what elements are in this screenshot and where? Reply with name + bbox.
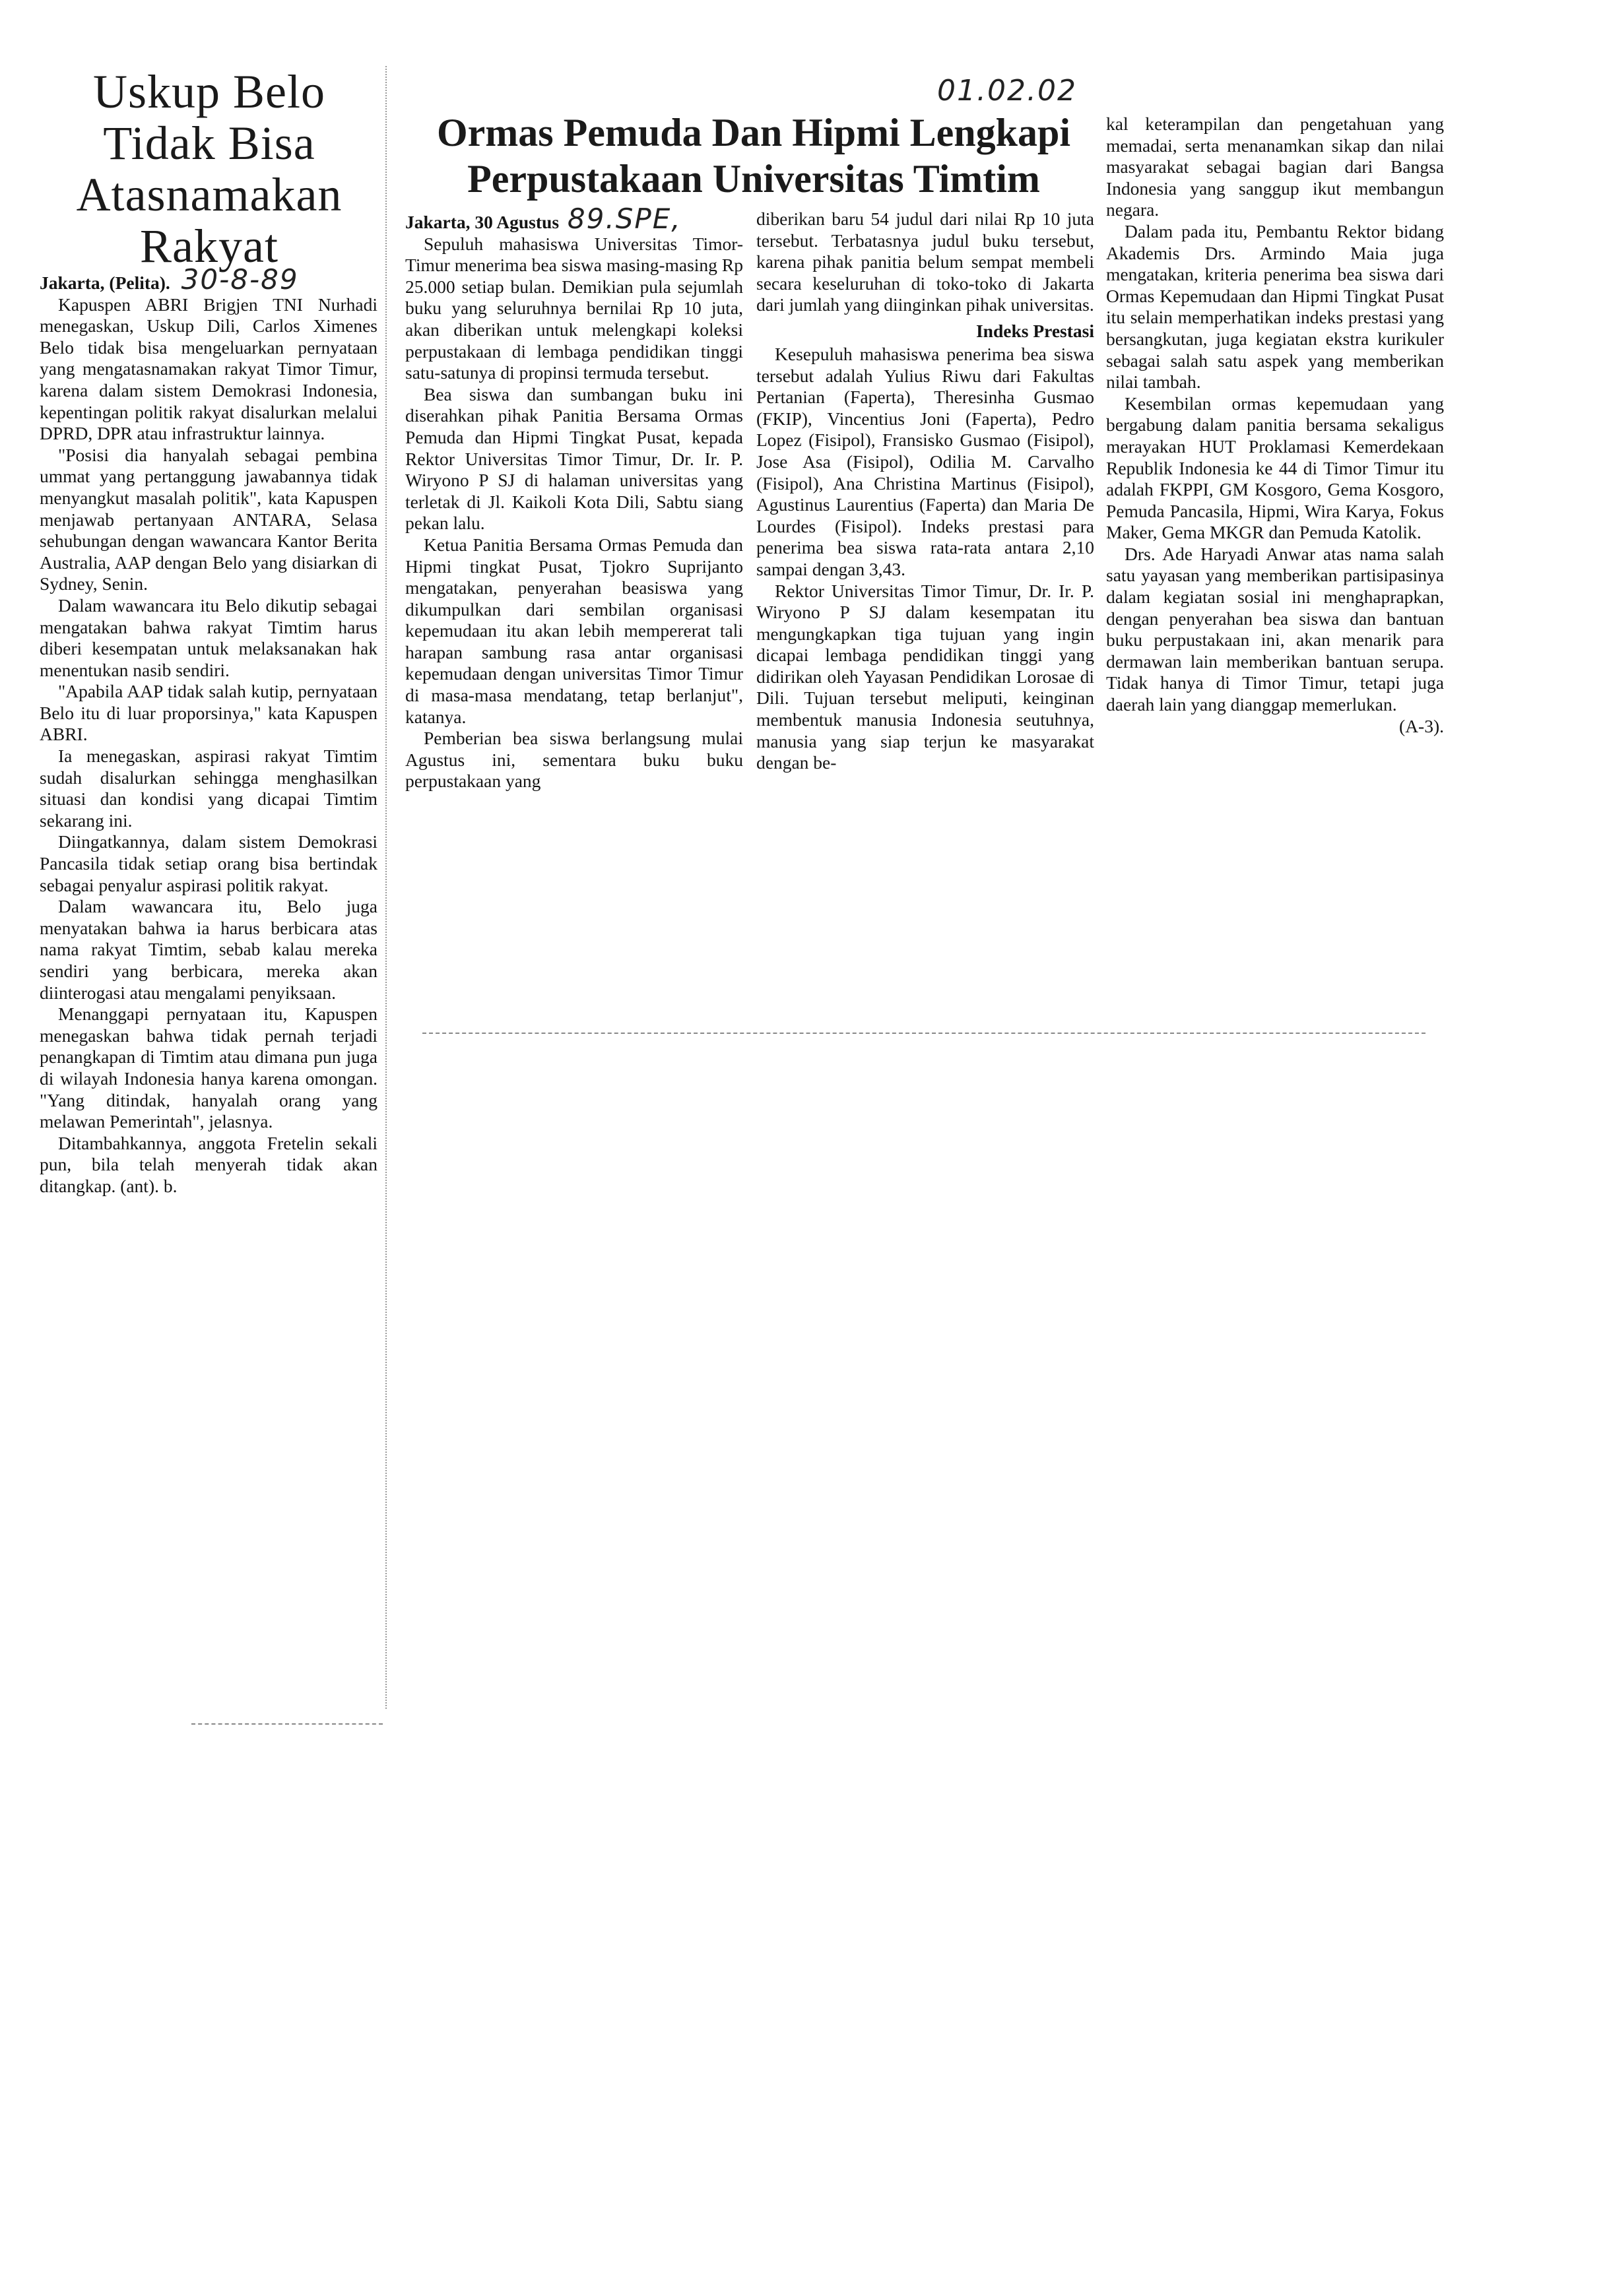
main-paragraph: Pemberian bea siswa berlangsung mulai Agustus ini, sementara buku buku perpustakaan yang — [405, 728, 743, 792]
main-handwritten-date: 89.SPE, — [567, 203, 682, 235]
main-paragraph: Kesembilan ormas kepemudaan yang bergabung dalam panitia bersama sekaligus merayakan HUT Proklamasi Kemerdekaan Republik Indonesia ke 44 di Timor Timur itu adalah FKPPI, GM Kosgoro, Gema Kosgoro, Pemuda Pancasila, Hipmi, Wira Karya, Fokus Maker, Gema MKGR dan Pemuda Katolik. — [1106, 393, 1444, 543]
main-paragraph: Ketua Panitia Bersama Ormas Pemuda dan Hipmi tingkat Pusat, Tjokro Suprijanto mengatakan, penyerahan beasiswa yang dikumpulkan dari sembilan organisasi kepemudaan itu akan lebih mempererat tali harapan sambung rasa antar organisasi kepemudaan dengan universitas Timor Timur di masa-masa mendatang, tetap berlanjut", katanya. — [405, 534, 743, 727]
main-headline-line1: Ormas Pemuda Dan Hipmi Lengkapi — [436, 111, 1071, 154]
left-article-dateline: Jakarta, (Pelita). — [40, 272, 170, 293]
main-article-column-1 — [405, 203, 743, 792]
left-paragraph: Dalam wawancara itu, Belo juga menyatakan bahwa ia harus berbicara atas nama rakyat Timtim, sebab kalau mereka sendiri yang berbicara, mereka akan diinterogasi atau mengalami penyiksaan. — [40, 896, 377, 1003]
top-handwritten-date: 01.02.02 — [937, 74, 1077, 108]
main-paragraph: Dalam pada itu, Pembantu Rektor bidang Akademis Drs. Armindo Maia juga mengatakan, kriteria penerima bea siswa dari Ormas Kepemudaan dan Hipmi Tingkat Pusat itu selain memperhatikan indeks prestasi yang bersangkutan, juga kegiatan ekstra kurikuler sebagai salah satu aspek yang memberikan nilai tambah. — [1106, 220, 1444, 393]
main-subhead: Indeks Prestasi — [975, 320, 1094, 341]
column-divider — [385, 66, 387, 1709]
main-article-column-3 — [1106, 113, 1444, 737]
left-paragraph: Menanggapi pernyataan itu, Kapuspen menegaskan bahwa tidak pernah terjadi penangkapan di Timtim atau dimana pun juga di wilayah Indonesia hanya karena omongan. "Yang ditindak, hanyalah orang yang melawan Pemerintah", jelasnya. — [40, 1004, 377, 1132]
left-handwritten-date: 30-8-89 — [181, 263, 299, 296]
left-paragraph: "Posisi dia hanyalah sebagai pembina ummat yang pertanggung jawabannya tidak menyangkut masalah politik", kata Kapuspen menjawab pertanyaan ANTARA, Selasa sehubungan dengan wawancara Kantor Berita Australia, AAP dengan Belo yang disiarkan di Sydney, Senin. — [40, 444, 377, 594]
left-paragraph: Dalam wawancara itu Belo dikutip sebagai mengatakan bahwa rakyat Timtim harus diberi kesempatan untuk melaksanakan hak menentukan nasib sendiri. — [40, 594, 377, 680]
main-article-end-rule — [422, 1033, 1425, 1034]
main-paragraph: Kesepuluh mahasiswa penerima bea siswa tersebut adalah Yulius Riwu dari Fakultas Pertanian (Faperta), Theresinha Gusmao (FKIP), Vincentius Joni (Faperta), Pedro Lopez (Fisipol), Fransisko Gusmao (Fisipol), Jose Asa (Fisipol), Odilia M. Carvalho (Fisipol), Ana Christina Martinus (Fisipol), Agustinus Laurentius (Faperta) dan Maria De Lourdes (Fisipol). Indeks prestasi para penerima bea siswa rata-rata antara 2,10 sampai dengan 3,43. — [756, 343, 1094, 579]
main-headline-line2: Perpustakaan Universitas Timtim — [467, 157, 1040, 201]
left-paragraph: Kapuspen ABRI Brigjen TNI Nurhadi menegaskan, Uskup Dili, Carlos Ximenes Belo tidak bisa mengeluarkan pernyataan yang mengatasnamakan rakyat Timor Timur, karena dalam sistem Demokrasi Indonesia, kepentingan politik rakyat disalurkan melalui DPRD, DPR atau infrastruktur lainnya. — [40, 294, 377, 444]
main-article-headline — [404, 110, 1103, 202]
left-article-dateline-line — [40, 263, 377, 296]
main-article-signature: (A-3). — [1399, 715, 1444, 736]
left-article-body — [40, 263, 377, 1197]
left-paragraph: Ditambahkannya, anggota Fretelin sekali pun, bila telah menyerah tidak akan ditangkap. (ant). b. — [40, 1132, 377, 1196]
main-paragraph: kal keterampilan dan pengetahuan yang memadai, serta menanamkan sikap dan nilai masyarakat sebagai bagian dari Bangsa Indonesia yang sanggup ikut membangun negara. — [1106, 113, 1444, 220]
left-paragraph: "Apabila AAP tidak salah kutip, pernyataan Belo itu di luar proporsinya," kata Kapuspen ABRI. — [40, 681, 377, 745]
main-paragraph: diberikan baru 54 judul dari nilai Rp 10 juta tersebut. Terbatasnya judul buku tersebut, karena pihak panitia belum sempat membeli secara keseluruhan di toko-toko di Jakarta dari jumlah yang diinginkan pihak universitas. — [756, 208, 1094, 315]
main-paragraph: Rektor Universitas Timor Timur, Dr. Ir. P. Wiryono P SJ dalam kesempatan itu mengungkapkan tiga tujuan yang ingin dicapai lembaga pendidikan tinggi yang didirikan oleh Yayasan Pendidikan Lorosae di Dili. Tujuan tersebut meliputi, keinginan membentuk manusia Indonesia seutuhnya, manusia yang siap terjun ke masyarakat dengan be- — [756, 580, 1094, 773]
main-dateline-line — [405, 203, 743, 235]
left-article-end-rule — [191, 1723, 383, 1725]
main-article-dateline: Jakarta, 30 Agustus — [405, 212, 560, 232]
main-article-column-2 — [756, 208, 1094, 774]
left-article-headline: Uskup Belo Tidak Bisa Atasnamakan Rakyat — [76, 65, 343, 272]
main-paragraph: Drs. Ade Haryadi Anwar atas nama salah satu yayasan yang memberikan partisipasinya dalam kegiatan sosial ini menghaprapkan, dengan penyerahan bea siswa dan bantuan buku perpustakaan ini, akan menarik para dermawan lain memberikan bantuan serupa. Tidak hanya di Timor Timur, tetapi juga daerah lain yang dianggap memerlukan. — [1106, 543, 1444, 715]
main-paragraph: Bea siswa dan sumbangan buku ini diserahkan pihak Panitia Bersama Ormas Pemuda dan Hipmi Tingkat Pusat, kepada Rektor Universitas Timor Timur, Dr. Ir. P. Wiryono P SJ di halaman universitas yang terletak di Jl. Kaikoli Kota Dili, Sabtu siang pekan lalu. — [405, 383, 743, 534]
main-paragraph: Sepuluh mahasiswa Universitas Timor-Timur menerima bea siswa masing-masing Rp 25.000 setiap bulan. Demikian pula sejumlah buku yang seluruhnya bernilai Rp 10 juta, akan diberikan untuk melengkapi koleksi perpustakaan di lembaga pendidikan tinggi satu-satunya di propinsi termuda tersebut. — [405, 233, 743, 383]
left-paragraph: Ia menegaskan, aspirasi rakyat Timtim sudah disalurkan sehingga menghasilkan situasi dan kondisi yang dicapai Timtim sekarang ini. — [40, 746, 377, 831]
left-paragraph: Diingatkannya, dalam sistem Demokrasi Pancasila tidak setiap orang bisa bertindak sebagai penyalur aspirasi politik rakyat. — [40, 831, 377, 895]
